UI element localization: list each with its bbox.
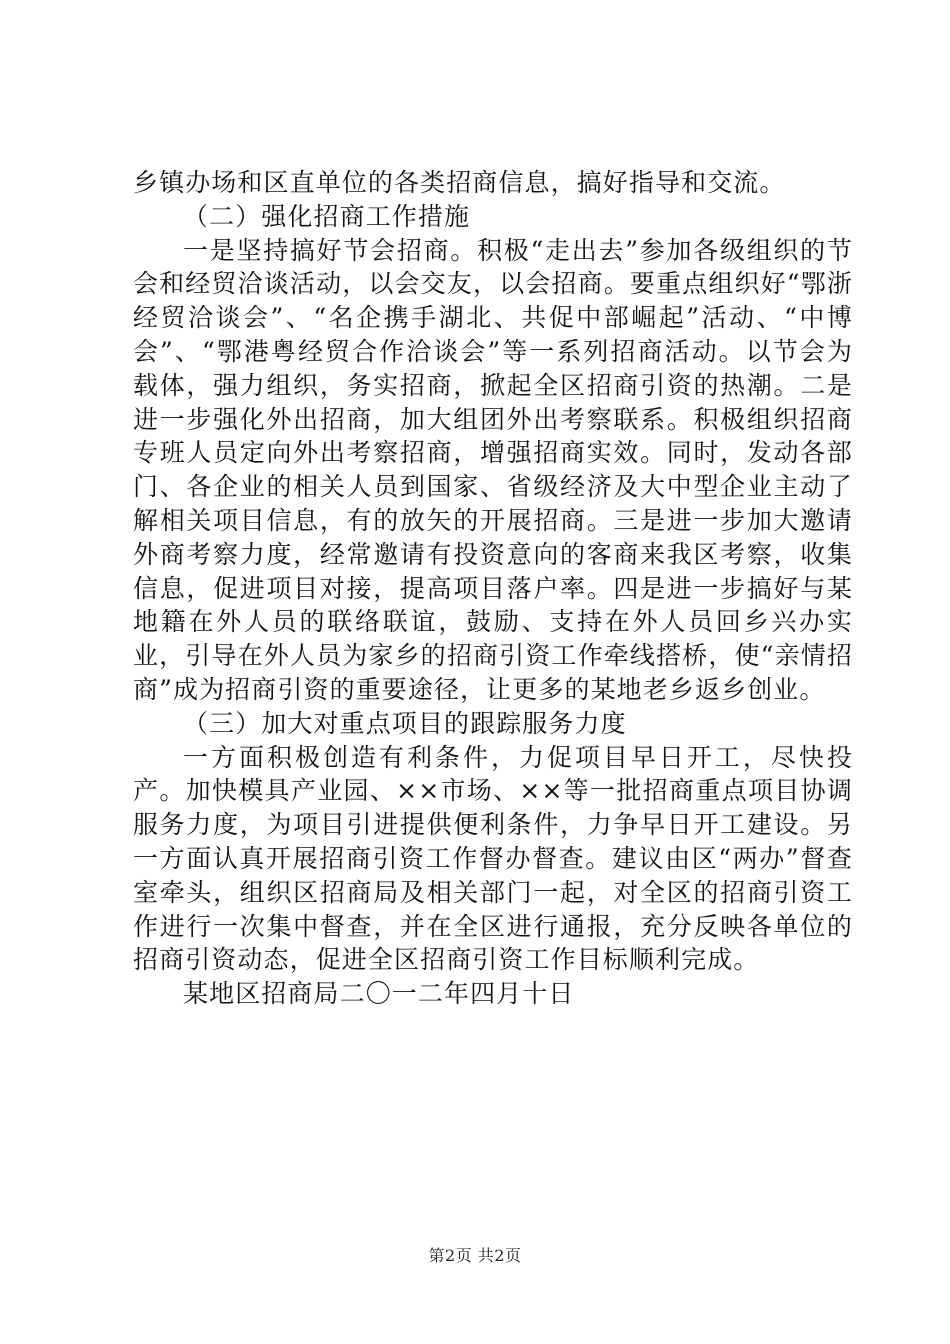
page-footer: 第2页 共2页 bbox=[428, 1246, 522, 1265]
paragraph-continuation: 乡镇办场和区直单位的各类招商信息，搞好指导和交流。 bbox=[133, 168, 786, 197]
signature-date-line: 某地区招商局二〇一二年四月十日 bbox=[183, 979, 575, 1009]
section-heading-3: （三）加大对重点项目的跟踪服务力度 bbox=[183, 708, 627, 738]
paragraph-measures: 一是坚持搞好节会招商。积极“走出去”参加各级组织的节会和经贸洽谈活动，以会交友，以会招商。要重点组织好“鄂浙经贸洽谈会”、“名企携手湖北、共促中部崛起”活动、“中博会”、“鄂港粤经贸合作洽谈会”等一系列招商活动。以节会为载体，强力组织，务实招商，掀起全区招商引资的热潮。二是进一步强化外出招商，加大组团外出考察联系。积极组织招商专班人员定向外出考察招商，增强招商实效。同时，发动各部门、各企业的相关人员到国家、省级经济及大中型企业主动了解相关项目信息，有的放矢的开展招商。三是进一步加大邀请外商考察力度，经常邀请有投资意向的客商来我区考察，收集信息，促进项目对接，提高项目落户率。四是进一步搞好与某地籍在外人员的联络联谊，鼓励、支持在外人员回乡兴办实业，引导在外人员为家乡的招商引资工作牵线搭桥，使“亲情招商”成为招商引资的重要途径，让更多的某地老乡返乡创业。 bbox=[133, 235, 853, 704]
section-heading-2: （二）强化招商工作措施 bbox=[183, 201, 471, 231]
document-body bbox=[133, 166, 853, 1011]
paragraph-key-projects: 一方面积极创造有利条件，力促项目早日开工，尽快投产。加快模具产业园、××市场、××等一批招商重点项目协调服务力度，为项目引进提供便利条件，力争早日开工建设。另一方面认真开展招商引资工作督办督查。建议由区“两办”督查室牵头，组织区招商局及相关部门一起，对全区的招商引资工作进行一次集中督查，并在全区进行通报，充分反映各单位的招商引资动态，促进全区招商引资工作目标顺利完成。 bbox=[133, 742, 853, 975]
